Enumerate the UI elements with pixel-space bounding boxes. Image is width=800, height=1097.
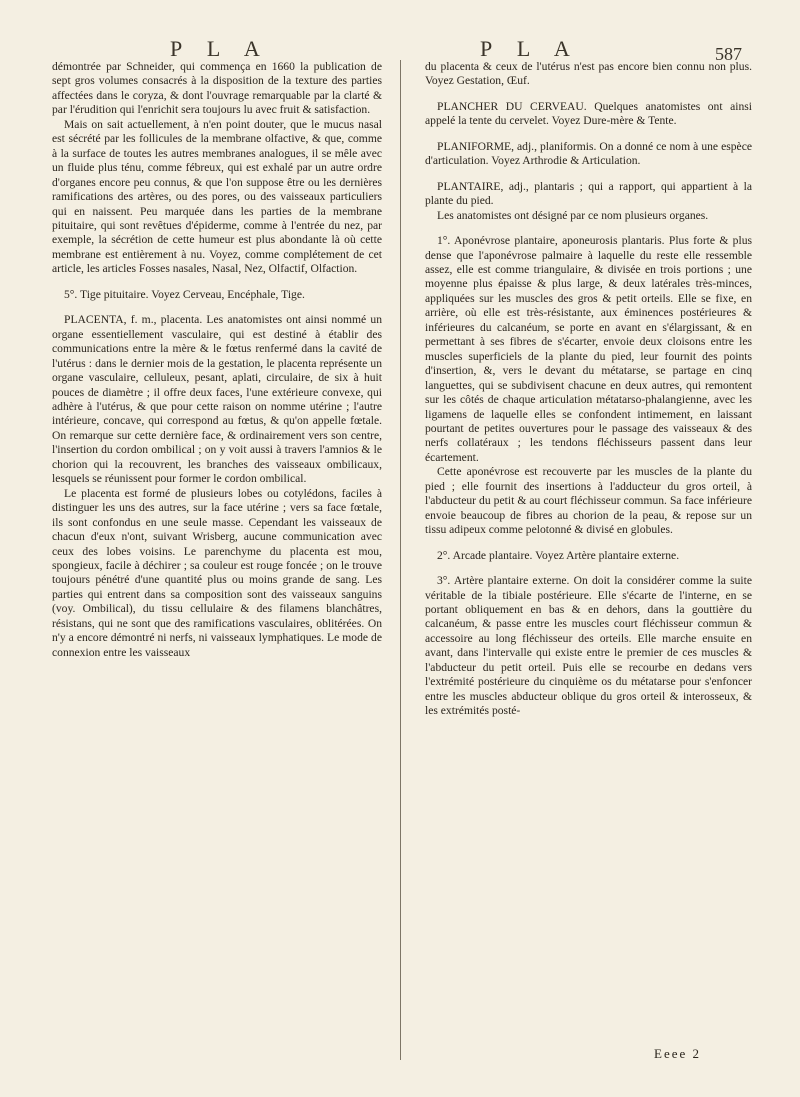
entry-aponevrose-plantaire: 1°. Aponévrose plantaire, aponeurosis plantaris. Plus forte & plus dense que l'aponévrose palmaire à laquelle du reste elle ressemble assez, elle est comme triangulaire, & divisée en trois portions ; une moyenne plus épaisse & plus large, & deux latérales très-minces, appliquées sur les muscles des gros & petit orteils. Elle se fixe, en arrière, où elle est très-résistante, aux éminences postérieures & inférieures du calcanéum, se porte en avant en s'élargissant, & en permettant à ses fibres de s'écarter, envoie deux cloisons entre les muscles superficiels de la plante du pied, leur fournit des points d'insertion, &, vers le devant du métatarse, se partage en cinq languettes, qui se subdivisent chacune en deux autres, qui remontent sur les côtés de chaque articulation métatarso-phalangienne, avec les ligamens de laquelle elles se confondent intimement, en laissant pourtant de petites ouvertures pour le passage des vaisseaux & des nerfs collatéraux ; les tendons fléchisseurs passent dans leur écartement.: [425, 234, 752, 464]
entry-artere-plantaire-externe: 3°. Artère plantaire externe. On doit la considérer comme la suite véritable de la tibiale postérieure. Elle s'écarte de l'interne, en se portant obliquement en bas & en dehors, dans la gouttière du calcanéum, & passe entre les muscles court fléchisseur commun & accessoire au long fléchisseur des orteils. Elle marche ensuite en avant, dans l'intervalle qui existe entre le premier de ces muscles & l'abducteur du petit orteil. Puis elle se recourbe en dedans vers l'extrémité postérieure du cinquième os du métatarse pour s'enfoncer entre les muscles abducteur oblique du gros orteil & interosseux, & les extrémités posté-: [425, 574, 752, 718]
column-divider: [400, 60, 401, 1060]
paragraph: démontrée par Schneider, qui commença en 1660 la publication de sept gros volumes consacrés à la disposition de la texture des parties affectées dans le coryza, & dont l'ouvrage remarquable par la clarté & par l'érudition qui l'enrichit sera toujours lu avec fruit & satisfaction.: [52, 60, 382, 117]
running-head-right: P L A: [480, 36, 580, 61]
entry-plantaire: PLANTAIRE, adj., plantaris ; qui a rapport, qui appartient à la plante du pied.: [425, 179, 752, 208]
paragraph: du placenta & ceux de l'utérus n'est pas encore bien connu non plus. Voyez Gestation, Œuf.: [425, 60, 752, 88]
running-head-left: P L A: [170, 36, 270, 61]
paragraph: Le placenta est formé de plusieurs lobes ou cotylédons, faciles à distinguer les uns des autres, sur la face utérine ; vers sa face fœtale, ils sont confondus en une seule masse. Cependant les vaisseaux de chacun d'eux n'ont, suivant Wrisberg, aucune communication avec ceux des lobes voisins. Le parenchyme du placenta est mou, spongieux, facile à déchirer ; sa couleur est rouge foncée ; on le trouve toujours pénétré d'une quantité plus ou moins grande de sang. Les parties qui entrent dans sa composition sont des vaisseaux sanguins (voy. Ombilical), du tissu cellulaire & des filamens blanchâtres, résistans, qui ne sont que des ramifications vasculaires, oblitérées. On n'y a encore démontré ni nerfs, ni vaisseaux lymphatiques. Le mode de connexion entre les vaisseaux: [52, 486, 382, 659]
entry-tige-pituitaire: 5°. Tige pituitaire. Voyez Cerveau, Encéphale, Tige.: [64, 287, 305, 301]
paragraph: Les anatomistes ont désigné par ce nom plusieurs organes.: [437, 208, 709, 222]
right-column: [425, 60, 752, 719]
paragraph: Mais on sait actuellement, à n'en point douter, que le mucus nasal est sécrété par les follicules de la membrane olfactive, & que, comme à la surface de toutes les autres membranes analogues, il se mêle avec un fluide plus ténu, comme fébreux, qui est exhalé par un autre ordre d'organes encore peu connus, & que l'on suppose être ou les dernières ramifications des artères, ou des pores, ou des vaisseaux particuliers qui en naissent. Peu marquée dans les parties de la membrane pituitaire, qui sont revêtues d'épiderme, comme à l'entrée du nez, par exemple, la sécrétion de cette humeur est plus abondante là où cette membrane est entièrement à nu. Voyez, comme complétement de cet article, les articles Fosses nasales, Nasal, Nez, Olfactif, Olfaction.: [52, 117, 382, 276]
paragraph: Cette aponévrose est recouverte par les muscles de la plante du pied ; elle fournit des insertions à l'adducteur du gros orteil, à l'abducteur du petit & au court fléchisseur commun. Sa face inférieure envoie beaucoup de fibres au chorion de la peau, & repose sur un tissu adipeux comme pelotonné & divisé en globules.: [425, 465, 752, 537]
entry-plancher-du-cerveau: PLANCHER DU CERVEAU. Quelques anatomistes ont ainsi appelé la tente du cervelet. Voyez Dure-mère & Tente.: [425, 99, 752, 128]
entry-planiforme: PLANIFORME, adj., planiformis. On a donné ce nom à une espèce d'articulation. Voyez Arthrodie & Articulation.: [425, 139, 752, 168]
entry-placenta: PLACENTA, f. m., placenta. Les anatomistes ont ainsi nommé un organe essentiellement vasculaire, qui est destiné à établir des communications entre la mère & le fœtus renfermé dans la cavité de l'utérus : dans le dernier mois de la gestation, le placenta représente un organe vasculaire, celluleux, pesant, aplati, circulaire, de six à huit pouces de diamètre ; il offre deux faces, l'une extérieure convexe, qui adhère à l'utérus, & que pour cette raison on nomme utérine ; l'autre intérieure, concave, qui correspond au fœtus, & qu'on appelle fœtale. On remarque sur cette dernière face, & ordinairement vers son centre, l'insertion du cordon ombilical ; on y voit aussi à travers l'amnios & le chorion qui la recouvrent, les branches des vaisseaux ombilicaux, lesquels se réunissent pour former le cordon ombilical.: [52, 313, 382, 486]
entry-arcade-plantaire: 2°. Arcade plantaire. Voyez Artère plantaire externe.: [437, 548, 680, 562]
page-number: 587: [715, 44, 742, 64]
signature-mark: Eeee 2: [654, 1046, 702, 1061]
left-column: [52, 60, 382, 660]
